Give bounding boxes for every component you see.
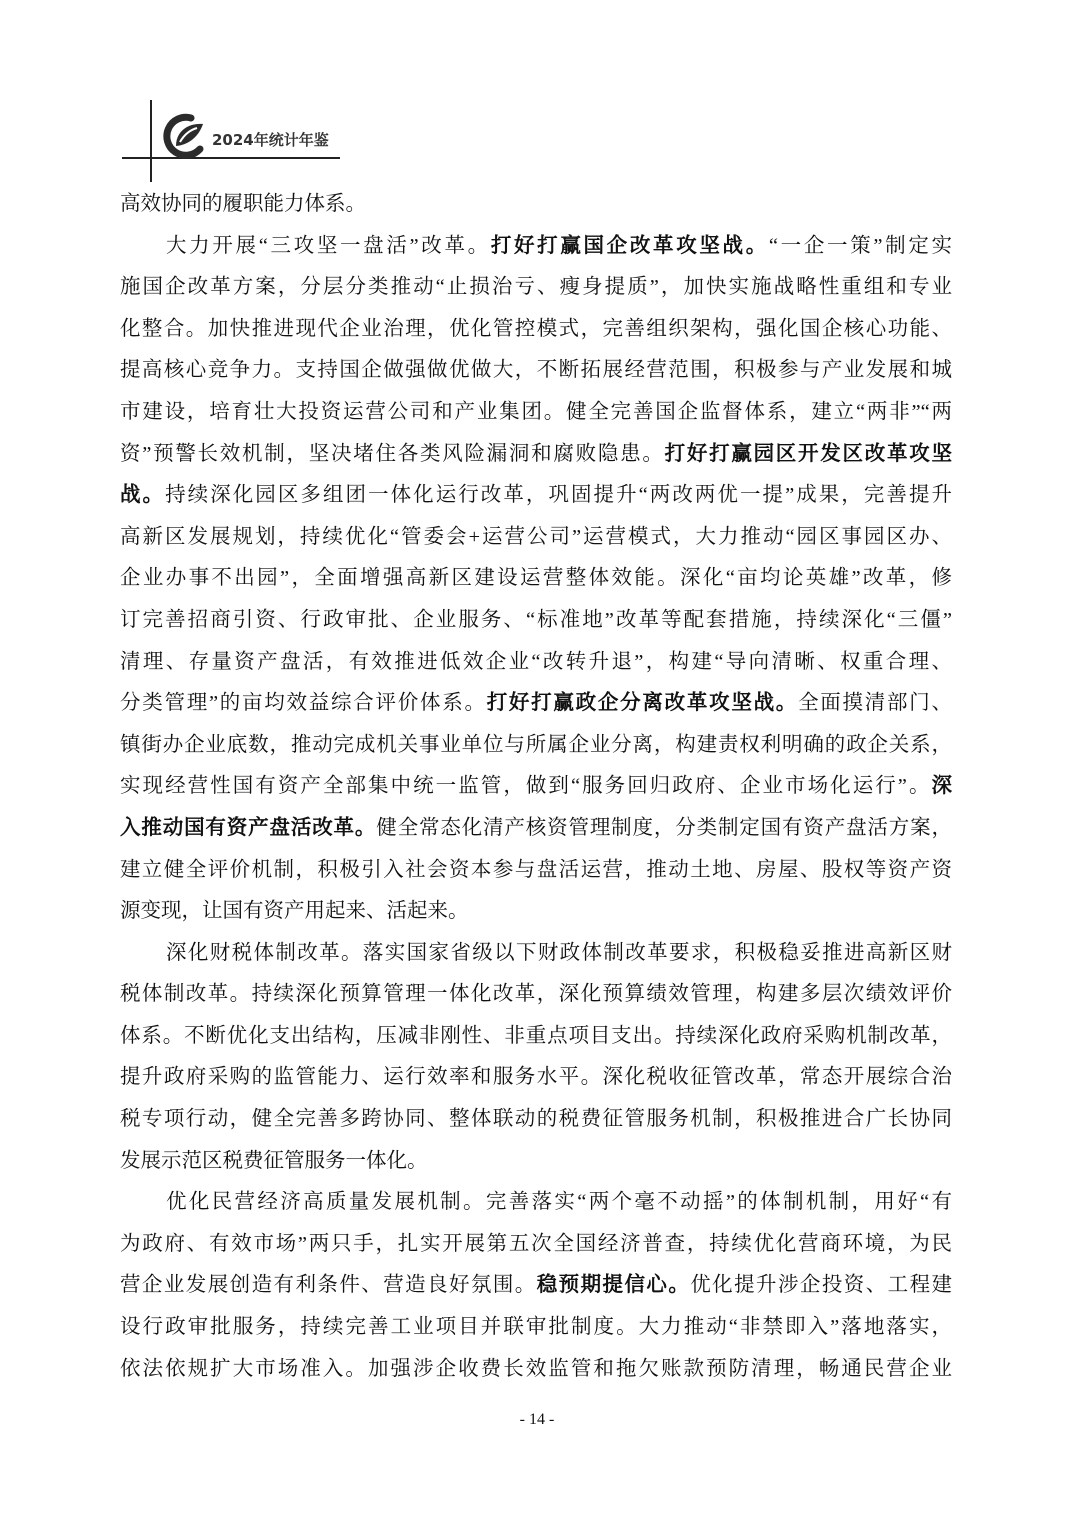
text-segment: 市建设，培育壮大投资运营公司和产业集团。健全完善国企监督体系，建立“两非”“两 — [120, 400, 952, 423]
text-line — [120, 683, 952, 725]
bold-heading: 打好打赢政企分离改革攻坚战。 — [486, 692, 799, 715]
yearbook-logo-icon — [158, 113, 208, 159]
bold-heading: 打好打赢园区开发区改革攻坚 — [664, 442, 952, 465]
section-lead: 大力开展“三攻坚一盘活”改革。 — [166, 234, 491, 257]
header-horizontal-rule — [122, 157, 340, 159]
text-segment: 税体制改革。持续深化预算管理一体化改革，深化预算绩效管理，构建多层次绩效评价 — [120, 983, 952, 1006]
text-line — [120, 766, 952, 808]
text-line — [120, 725, 952, 767]
paragraph — [120, 184, 952, 226]
text-line — [120, 1224, 952, 1266]
text-segment: 落实国家省级以下财政体制改革要求，积极稳妥推进高新区财 — [362, 941, 952, 964]
text-line — [120, 1349, 952, 1391]
text-line — [120, 558, 952, 600]
text-segment: 提高核心竞争力。支持国企做强做优做大，不断拓展经营范围，积极参与产业发展和城 — [120, 359, 952, 382]
text-line — [120, 1141, 952, 1183]
bold-heading: 打好打赢国企改革攻坚战。 — [490, 234, 769, 257]
text-segment: 资”预警长效机制，坚决堵住各类风险漏洞和腐败隐患。 — [120, 442, 665, 465]
text-segment: 企业办事不出园”，全面增强高新区建设运营整体效能。深化“亩均论英雄”改革，修 — [120, 567, 952, 590]
text-segment: 体系。不断优化支出结构，压减非刚性、非重点项目支出。持续深化政府采购机制改革， — [120, 1024, 952, 1047]
text-line — [120, 850, 952, 892]
header-title: 2024年统计年鉴 — [212, 131, 329, 149]
text-line — [120, 1265, 952, 1307]
text-line — [120, 309, 952, 351]
paragraph — [120, 1182, 952, 1390]
text-line — [120, 600, 952, 642]
text-line — [120, 267, 952, 309]
bold-heading: 稳预期提信心。 — [536, 1274, 691, 1297]
text-segment: 施国企改革方案，分层分类推动“止损治亏、瘦身提质”，加快实施战略性重组和专业 — [120, 276, 952, 299]
text-line — [120, 808, 952, 850]
text-line — [120, 1057, 952, 1099]
text-line — [120, 933, 952, 975]
text-segment: 税专项行动，健全完善多跨协同、整体联动的税费征管服务机制，积极推进合广长协同 — [120, 1108, 952, 1131]
text-line — [120, 642, 952, 684]
text-segment: 化整合。加快推进现代企业治理，优化管控模式，完善组织架构，强化国企核心功能、 — [120, 317, 952, 340]
text-line — [120, 1016, 952, 1058]
text-segment: 镇街办企业底数，推动完成机关事业单位与所属企业分离，构建责权利明确的政企关系， — [120, 733, 952, 756]
text-line — [120, 434, 952, 476]
text-segment: 源变现，让国有资产用起来、活起来。 — [120, 900, 469, 923]
text-segment: “一企一策”制定实 — [768, 234, 952, 257]
text-segment: 营企业发展创造有利条件、营造良好氛围。 — [120, 1274, 537, 1297]
text-line — [120, 1099, 952, 1141]
text-segment: 依法依规扩大市场准入。加强涉企收费长效监管和拖欠账款预防清理，畅通民营企业 — [120, 1357, 952, 1380]
text-segment: 完善落实“两个毫不动摇”的体制机制，用好“有 — [485, 1191, 953, 1214]
text-line — [120, 392, 952, 434]
text-segment: 持续深化园区多组团一体化运行改革，巩固提升“两改两优一提”成果，完善提升 — [165, 484, 953, 507]
paragraph — [120, 933, 952, 1183]
text-segment: 发展示范区税费征管服务一体化。 — [120, 1149, 428, 1172]
text-line — [120, 475, 952, 517]
text-segment: 高新区发展规划，持续优化“管委会+运营公司”运营模式，大力推动“园区事园区办、 — [120, 525, 952, 548]
section-lead: 优化民营经济高质量发展机制。 — [166, 1191, 486, 1214]
bold-heading: 深 — [931, 775, 952, 798]
text-line — [120, 1307, 952, 1349]
text-segment: 实现经营性国有资产全部集中统一监管，做到“服务回归政府、企业市场化运行”。 — [120, 775, 932, 798]
bold-heading: 战。 — [120, 484, 166, 507]
text-segment: 为政府、有效市场”两只手，扎实开展第五次全国经济普查，持续优化营商环境，为民 — [120, 1232, 952, 1255]
text-line — [120, 1182, 952, 1224]
text-line — [120, 226, 952, 268]
text-segment: 分类管理”的亩均效益综合评价体系。 — [120, 692, 487, 715]
text-line — [120, 974, 952, 1016]
body-text — [120, 184, 952, 1390]
text-line — [120, 184, 952, 226]
text-line — [120, 891, 952, 933]
text-segment: 健全常态化清产核资管理制度，分类制定国有资产盘活方案， — [376, 816, 953, 839]
text-segment: 订完善招商引资、行政审批、企业服务、“标准地”改革等配套措施，持续深化“三僵” — [120, 608, 952, 631]
text-segment: 提升政府采购的监管能力、运行效率和服务水平。深化税收征管改革，常态开展综合治 — [120, 1066, 952, 1089]
text-line — [120, 517, 952, 559]
text-segment: 全面摸清部门、 — [798, 692, 953, 715]
text-segment: 优化提升涉企投资、工程建 — [690, 1274, 953, 1297]
bold-heading: 入推动国有资产盘活改革。 — [120, 816, 377, 839]
section-lead: 深化财税体制改革。 — [166, 941, 363, 964]
text-segment: 设行政审批服务，持续完善工业项目并联审批制度。大力推动“非禁即入”落地落实， — [120, 1316, 952, 1339]
header-vertical-rule — [150, 100, 152, 182]
text-segment: 高效协同的履职能力体系。 — [120, 193, 366, 215]
text-line — [120, 350, 952, 392]
paragraph — [120, 226, 952, 933]
text-segment: 建立健全评价机制，积极引入社会资本参与盘活运营，推动土地、房屋、股权等资产资 — [120, 858, 952, 881]
page-number: - 14 - — [519, 1411, 555, 1428]
text-segment: 清理、存量资产盘活，有效推进低效企业“改转升退”，构建“导向清晰、权重合理、 — [120, 650, 952, 673]
